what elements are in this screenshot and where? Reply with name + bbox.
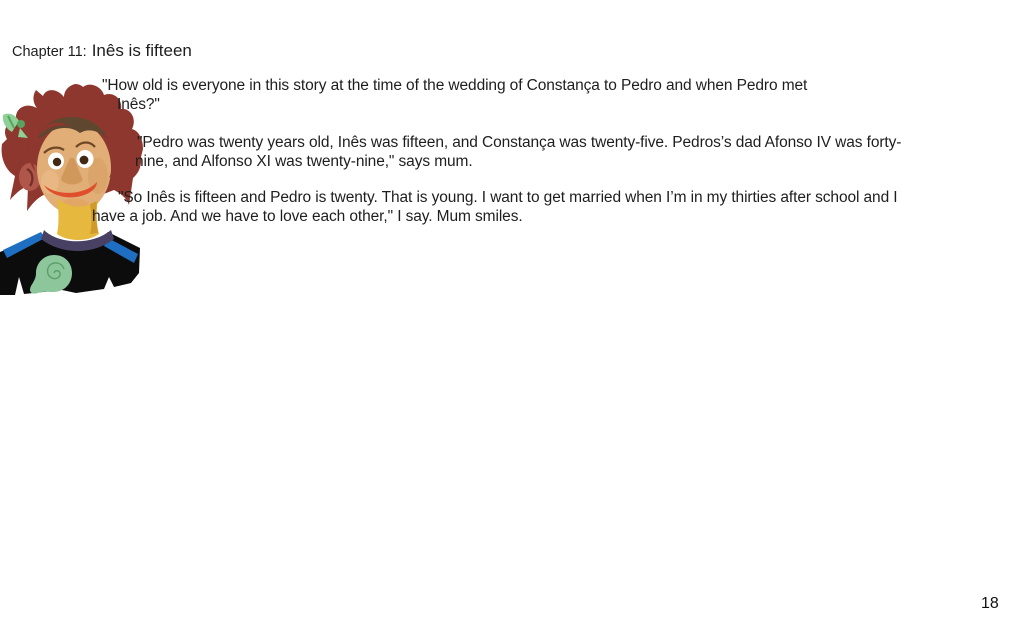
chapter-heading [12,41,192,61]
story-line: "Pedro was twenty years old, Inês was fifteen, and Constança was twenty-five. Pedros’s dad Afonso IV was forty- [137,134,902,151]
chapter-title: Inês is fifteen [91,41,192,60]
story-line: Inês?" [117,96,160,113]
story-line: nine, and Alfonso XI was twenty-nine," says mum. [135,153,473,170]
story-line: "So Inês is fifteen and Pedro is twenty. That is young. I want to get married when I’m in my thirties after school and I [118,189,898,206]
story-line: "How old is everyone in this story at the time of the wedding of Constança to Pedro and when Pedro met [102,77,808,94]
chapter-label: Chapter 11: [12,44,87,60]
story-line: have a job. And we have to love each other," I say. Mum smiles. [92,208,523,225]
page-number: 18 [981,595,999,612]
